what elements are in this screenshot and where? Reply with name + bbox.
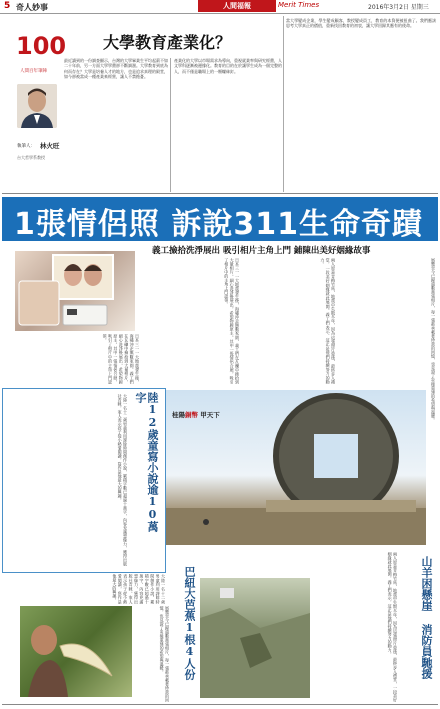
section-divider (2, 193, 438, 194)
caption-highlight: 銅幣 (185, 411, 198, 419)
issue-date: 2016年3月2日 星期三 (368, 4, 429, 11)
page-number: 5 (4, 1, 11, 11)
couple-photo (15, 251, 135, 331)
top-article-body-col1: 最近讀到的一份調查顯示，台灣的大學畢業生平均起薪不如二十年前，另一方面大學學費卻不斷調漲。大學教育到底為何而存在？大學是培養人才的地方，也是追求真理的殿堂，如今卻被當成一種產業來經營，讓人不禁擔憂。 (64, 58, 168, 80)
goat-story-body: 兩人原是青梅竹馬，地震中失散多年，因為這張照片重逢，最終步入禮堂，一段美好姻緣就此展開。義工們表示，這正是他們持續努力的動力。 (387, 552, 398, 702)
coin-photo-caption (172, 410, 220, 419)
column-divider (283, 16, 284, 192)
author-name: 林火旺 (40, 142, 60, 150)
author-role: 台大哲學系教授 (17, 155, 45, 160)
banner-headline: 1張情侶照 訴說311生命奇蹟 (14, 207, 423, 242)
sidebar-lu-body: 大陸一名十二歲男童利用課餘時間創作小說，累積字數已超過十萬字，內容充滿想像力，獲得出版社青睞，家人表示孩子從小熱愛閱讀，寫作是他最大的興趣。 (117, 394, 128, 566)
top-article-headline: 大學教育產業化？ (103, 33, 232, 52)
logo-number: 100 (16, 32, 67, 60)
couple-photo-image (15, 251, 135, 331)
cliff-image (200, 578, 310, 698)
column-divider (170, 58, 171, 192)
section-title: 奇人妙事 (16, 3, 48, 12)
author-label: 執筆人： (17, 144, 35, 149)
cliff-goat-photo (200, 578, 310, 698)
sidebar-lu-headline: 陸12歲童寫小說逾10萬字 (134, 392, 159, 532)
sidebar-banana-headline: 巴紐大芭蕉1根4人份 (183, 566, 196, 680)
main-story-body-a: 日本三一一大地震發生後，海嘯沖走無數家園，義工們在瓦礫中撿拾到大量相片，細心洗淨後展出，希望物歸原主。其中一張情侶合照，吸引了相片中的主角上門認領。 (224, 258, 240, 384)
caption-place: 桂陽 (172, 411, 185, 419)
main-story-body-a-continued: 日本三一一大地震發生後，海嘯沖走無數家園，義工們在瓦礫中撿拾到大量相片，細心洗淨後展出，希望物歸原主。其中一張情侶合照，吸引了相片中的主角上門認領。 (102, 334, 140, 384)
banana-image (20, 606, 132, 697)
column-logo-subtitle: 人間百年筆陣 (20, 69, 47, 74)
newspaper-brand: 人間福報 (198, 0, 276, 12)
top-article-body-col3: 當大學變成企業，學生變成顧客，教授變成員工，教育的本質便被扭曲了。我們應該思考大學真正的價值，重新找回教育的初衷，讓大學回歸其應有的使命。 (286, 18, 436, 29)
portrait-image (17, 84, 57, 128)
page-bottom-rule (2, 704, 438, 705)
newspaper-brand-english: Merit Times (278, 1, 320, 9)
top-article-body-col2: 產業化的大學以市場需求為導向，重視就業率與研究經費，人文學科逐漸被邊緣化。教育的目的在於讓學生成為一個完整的人，而不僅是職場上的一顆螺絲釘。 (174, 58, 282, 74)
lower-left-body: 大陸一名十二歲男童利用課餘時間創作小說，累積字數已超過十萬字，內容充滿想像力，獲得出版社青睞，家人表示孩子從小熱愛閱讀，寫作是他最大的興趣。 (112, 574, 166, 604)
banana-photo (20, 606, 132, 697)
author-photo (17, 84, 57, 128)
sidebar-goat-headline: 山羊困懸崖 消防員馳援 (420, 556, 433, 679)
main-story-body-c: 展覽至今已歸還數萬張相片，每一張都承載著珍貴的回憶，也見證了災後重建的希望與溫暖。 (431, 258, 436, 422)
banana-story-body: 展覽至今已歸還數萬張相片，每一張都承載著珍貴的回憶，也見證了災後重建的希望與溫暖。 (159, 606, 170, 702)
banner-subheadline: 義工撿拾洗淨展出 吸引相片主角上門 鋪陳出美好姻緣故事 (152, 246, 371, 256)
caption-rest: 甲天下 (200, 411, 220, 419)
main-story-body-b: 兩人原是青梅竹馬，地震中失散多年，因為這張照片重逢，最終步入禮堂，一段美好姻緣就此展開。義工們表示，這正是他們持續努力的動力。 (320, 258, 336, 384)
